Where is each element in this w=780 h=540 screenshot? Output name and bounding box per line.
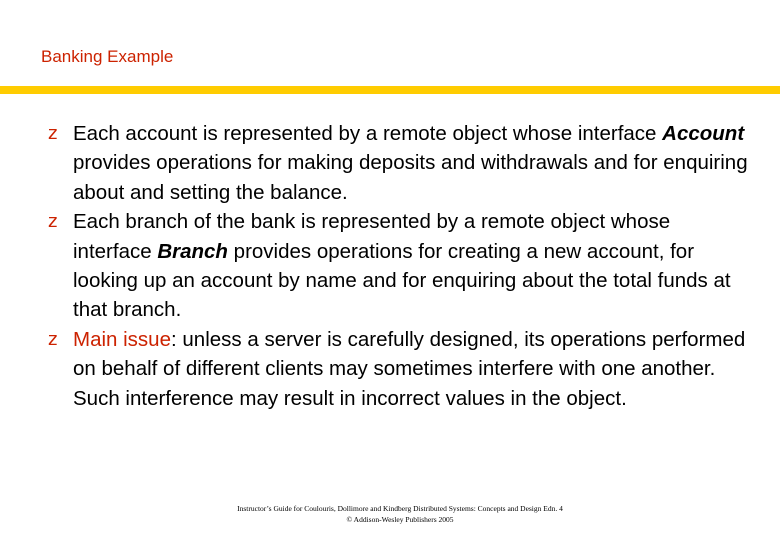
footer-citation: Instructor’s Guide for Coulouris, Dollimore and Kindberg Distributed Systems: Concepts and Design Edn. 4 <box>237 504 563 513</box>
bullet-text: provides operations for creating a new account, for looking up an account by name and for enquiring about the total funds at that branch. <box>73 239 731 322</box>
footer-copyright: © Addison-Wesley Publishers 2005 <box>346 515 454 524</box>
bullet-text: : unless a server is carefully designed, its operations performed on behalf of different clients may sometimes interfere with one another. Such interference may result in incorrect values in the object. <box>73 327 746 410</box>
z-bullet-icon: z <box>48 123 58 144</box>
interface-name: Branch <box>157 239 228 263</box>
interface-name: Account <box>662 122 745 145</box>
bullet-text: provides operations for making deposits and withdrawals and for enquiring about and setting the balance. <box>73 151 748 204</box>
footer <box>0 503 780 525</box>
bullet-item <box>48 119 748 207</box>
bullet-text: Each branch of the bank is represented by a remote object whose interface <box>73 210 671 263</box>
bullet-item <box>48 325 748 413</box>
accent-bar <box>0 86 780 94</box>
z-bullet-icon: z <box>48 211 58 233</box>
highlighted-term: Main issue <box>73 327 171 351</box>
bullet-text: Each account is represented by a remote object whose interface <box>73 122 663 145</box>
bullet-item <box>48 207 748 325</box>
bullet-list <box>48 119 748 413</box>
slide-title: Banking Example <box>41 47 174 66</box>
z-bullet-icon: z <box>48 328 58 350</box>
